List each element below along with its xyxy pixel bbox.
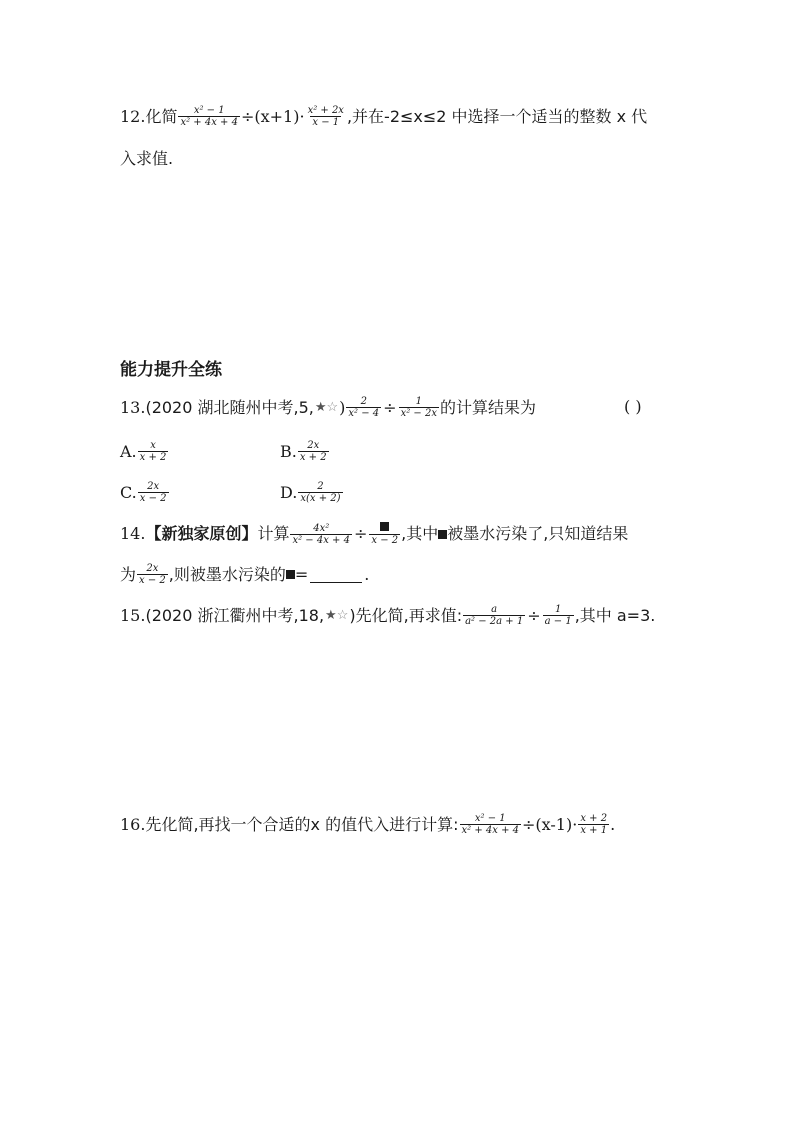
q15-f1-denominator: a² − 2a + 1 [465, 616, 524, 627]
q12-prefix: 化简 [145, 106, 178, 126]
star-filled-icon: ★ [325, 608, 337, 623]
star-outline-icon: ☆ [326, 400, 339, 415]
q14-result-fraction [137, 563, 168, 586]
q15-f2-numerator: 1 [554, 604, 562, 615]
ink-blot-icon [438, 530, 447, 539]
q14-suffix2: 被墨水污染了,只知道结果 [447, 524, 629, 543]
q14-result-denominator: x − 2 [139, 575, 166, 586]
choice-fraction [298, 440, 329, 463]
q12-f1-numerator: x² − 1 [193, 105, 225, 116]
q16-f1-denominator: x² + 4x + 4 [461, 825, 519, 836]
choice-denominator: x(x + 2) [300, 493, 341, 504]
q16-line [120, 813, 615, 836]
q16-fraction-1 [460, 813, 522, 836]
q15-fraction-2 [543, 604, 574, 627]
choice-fraction [298, 481, 342, 504]
q15-close: )先化简,再求值: [349, 605, 463, 625]
choice-numerator: 2 [317, 481, 324, 492]
q15-f2-denominator: a − 1 [544, 616, 572, 627]
section-title: 能力提升全练 [120, 360, 222, 380]
choice-fraction [138, 440, 169, 463]
q13-operator: ÷ [383, 397, 397, 417]
ink-blot-icon [286, 570, 295, 579]
q14-f2-denominator: x − 2 [371, 535, 399, 546]
q14-tag: 【新独家原创】 [145, 524, 258, 543]
q13-f1-numerator: 2 [360, 396, 367, 407]
q12-mid: ÷(x+1)· [240, 106, 305, 126]
choice-denominator: x − 2 [139, 493, 167, 504]
star-filled-icon: ★ [314, 400, 327, 415]
q13-f2-numerator: 1 [415, 396, 422, 407]
q14-result-numerator: 2x [146, 563, 159, 574]
ink-blot-icon [380, 522, 389, 531]
q14-line2 [120, 563, 369, 586]
q12-f1-denominator: x² + 4x + 4 [180, 117, 238, 128]
choice-label: A. [120, 442, 137, 461]
choice-fraction [138, 481, 169, 504]
q15-source: (2020 浙江衢州中考,18, [145, 605, 325, 625]
q13-line [120, 396, 536, 419]
q16-f2-numerator: x + 2 [580, 813, 608, 824]
q13-fraction-1 [346, 396, 381, 419]
q12-suffix: ,并在-2≤x≤2 中选择一个适当的整数 x 代 [346, 106, 648, 126]
q16-number: 16. [120, 814, 146, 834]
q14-f1-numerator: 4x² [313, 522, 330, 534]
choice-label: D. [280, 483, 298, 502]
q15-suffix: ,其中 a=3. [574, 605, 656, 625]
q14-prefix: 计算 [257, 524, 290, 543]
q14-operator: ÷ [353, 524, 368, 543]
q13-source: (2020 湖北随州中考,5, [145, 397, 314, 417]
q13-choice-a [120, 440, 169, 463]
q13-choice-c [120, 481, 170, 504]
q15-operator: ÷ [527, 605, 541, 625]
q12-f2-denominator: x − 1 [312, 117, 340, 128]
choice-label: C. [120, 483, 137, 502]
q13-close: ) [339, 397, 346, 417]
q14-line2-end: . [364, 564, 370, 584]
choice-numerator: 2x [147, 481, 160, 492]
q12-fraction-2 [306, 105, 346, 128]
star-outline-icon: ☆ [336, 608, 349, 623]
q13-f1-denominator: x² − 4 [348, 408, 380, 419]
q15-fraction-1 [463, 604, 525, 627]
q12-line2 [120, 148, 173, 170]
q14-suffix: ,其中 [401, 524, 439, 543]
q13-fraction-2 [399, 396, 439, 419]
q14-line2-mid: ,则被墨水污染的 [168, 564, 286, 584]
q12-fraction-1 [178, 105, 240, 128]
choice-label: B. [280, 442, 297, 461]
q13-choice-b [280, 440, 330, 463]
q13-f2-denominator: x² − 2x [400, 408, 437, 419]
q14-f1-denominator: x² − 4x + 4 [292, 534, 350, 546]
choice-numerator: x [150, 440, 156, 451]
q13-choice-d [280, 481, 344, 504]
q14-line1 [120, 522, 628, 546]
answer-blank[interactable] [310, 566, 362, 583]
q14-line2-eq: = [294, 564, 309, 584]
difficulty-stars [325, 609, 348, 622]
q12-f2-numerator: x² + 2x [307, 105, 344, 116]
choice-numerator: 2x [307, 440, 320, 451]
q13-number: 13. [120, 397, 146, 417]
q16-f1-numerator: x² − 1 [474, 813, 506, 824]
choice-denominator: x + 2 [299, 452, 327, 463]
q16-end: . [610, 814, 616, 834]
difficulty-stars [315, 401, 338, 414]
q16-mid: ÷(x-1)· [522, 814, 578, 834]
q16-fraction-2 [578, 813, 609, 836]
q13-answer-paren: ( ) [624, 397, 642, 416]
q13-suffix: 的计算结果为 [439, 397, 536, 417]
q12-number: 12. [120, 106, 146, 126]
q16-prefix: 先化简,再找一个合适的x 的值代入进行计算: [145, 814, 459, 834]
q14-f2-numerator [378, 522, 391, 534]
q16-f2-denominator: x + 1 [580, 825, 608, 836]
q12-line1 [120, 105, 647, 128]
q14-fraction-1 [290, 523, 352, 546]
q12-line2-text: 入求值. [120, 149, 174, 168]
q14-line2-prefix: 为 [120, 564, 137, 584]
q14-number: 14. [120, 524, 146, 543]
q15-number: 15. [120, 605, 146, 625]
q15-line [120, 604, 655, 627]
q15-f1-numerator: a [491, 604, 498, 615]
choice-denominator: x + 2 [139, 452, 167, 463]
q14-fraction-2 [369, 522, 400, 546]
